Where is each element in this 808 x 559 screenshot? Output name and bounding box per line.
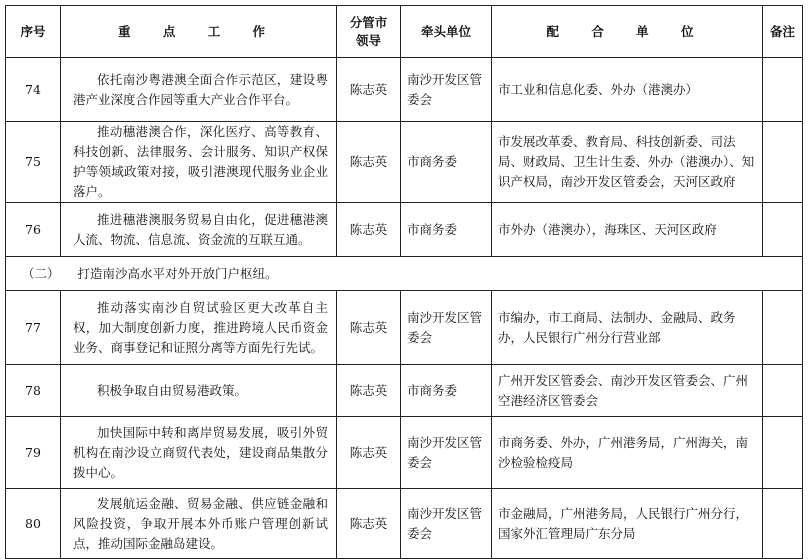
table-row xyxy=(6,203,803,257)
header-coop-units: 配 合 单 位 xyxy=(492,6,763,58)
remark xyxy=(763,417,803,489)
section-row xyxy=(6,257,803,291)
lead-unit: 市商务委 xyxy=(401,122,492,203)
key-work: 推动穗港澳合作，深化医疗、高等教育、科技创新、法律服务、会计服务、知识产权保护等领域政策对接，吸引港澳现代服务业企业落户。 xyxy=(61,122,337,203)
leader: 陈志英 xyxy=(337,58,401,122)
leader: 陈志英 xyxy=(337,489,401,559)
row-number: 78 xyxy=(6,365,61,417)
remark xyxy=(763,203,803,257)
key-work: 推进穗港澳服务贸易自由化，促进穗港澳人流、物流、信息流、资金流的互联互通。 xyxy=(61,203,337,257)
table-row xyxy=(6,291,803,365)
leader: 陈志英 xyxy=(337,291,401,365)
coop-units: 广州开发区管委会、南沙开发区管委会、广州空港经济区管委会 xyxy=(492,365,763,417)
remark xyxy=(763,58,803,122)
section-heading xyxy=(6,257,803,291)
table-row xyxy=(6,365,803,417)
remark xyxy=(763,365,803,417)
header-work: 重 点 工 作 xyxy=(61,6,337,58)
coop-units: 市发展改革委、教育局、科技创新委、司法局、财政局、卫生计生委、外办（港澳办）、知识产权局，南沙开发区管委会，天河区政府 xyxy=(492,122,763,203)
header-row xyxy=(6,6,803,58)
lead-unit: 南沙开发区管委会 xyxy=(401,489,492,559)
coop-units: 市商务委、外办，广州港务局，广州海关，南沙检验检疫局 xyxy=(492,417,763,489)
row-number: 77 xyxy=(6,291,61,365)
table-row xyxy=(6,417,803,489)
leader: 陈志英 xyxy=(337,122,401,203)
lead-unit: 南沙开发区管委会 xyxy=(401,417,492,489)
key-work: 积极争取自由贸易港政策。 xyxy=(61,365,337,417)
header-index: 序号 xyxy=(6,6,61,58)
key-work: 推动落实南沙自贸试验区更大改革自主权，加大制度创新力度，推进跨境人民币资金业务、商事登记和证照分离等方面先行先试。 xyxy=(61,291,337,365)
table-row xyxy=(6,58,803,122)
coop-units: 市编办，市工商局、法制办、金融局、政务办，人民银行广州分行营业部 xyxy=(492,291,763,365)
key-work: 加快国际中转和离岸贸易发展，吸引外贸机构在南沙设立商贸代表处，建设商品集散分拨中心。 xyxy=(61,417,337,489)
row-number: 80 xyxy=(6,489,61,559)
lead-unit: 市商务委 xyxy=(401,365,492,417)
remark xyxy=(763,291,803,365)
header-remarks: 备注 xyxy=(763,6,803,58)
coop-units: 市金融局，广州港务局，人民银行广州分行，国家外汇管理局广东分局 xyxy=(492,489,763,559)
leader: 陈志英 xyxy=(337,417,401,489)
leader: 陈志英 xyxy=(337,365,401,417)
remark xyxy=(763,489,803,559)
lead-unit: 市商务委 xyxy=(401,203,492,257)
lead-unit: 南沙开发区管委会 xyxy=(401,291,492,365)
lead-unit: 南沙开发区管委会 xyxy=(401,58,492,122)
section-title: 打造南沙高水平对外开放门户枢纽。 xyxy=(77,265,278,281)
section-label: （二） xyxy=(22,265,60,281)
row-number: 76 xyxy=(6,203,61,257)
row-number: 79 xyxy=(6,417,61,489)
table-row xyxy=(6,122,803,203)
header-lead-unit: 牵头单位 xyxy=(401,6,492,58)
leader: 陈志英 xyxy=(337,203,401,257)
coop-units: 市外办（港澳办），海珠区、天河区政府 xyxy=(492,203,763,257)
coop-units: 市工业和信息化委、外办（港澳办） xyxy=(492,58,763,122)
header-leader: 分管市领导 xyxy=(337,6,401,58)
key-work: 发展航运金融、贸易金融、供应链金融和风险投资，争取开展本外币账户管理创新试点，推动国际金融岛建设。 xyxy=(61,489,337,559)
row-number: 74 xyxy=(6,58,61,122)
row-number: 75 xyxy=(6,122,61,203)
key-work: 依托南沙粤港澳全面合作示范区，建设粤港产业深度合作园等重大产业合作平台。 xyxy=(61,58,337,122)
work-plan-table xyxy=(5,5,803,559)
table-row xyxy=(6,489,803,559)
remark xyxy=(763,122,803,203)
